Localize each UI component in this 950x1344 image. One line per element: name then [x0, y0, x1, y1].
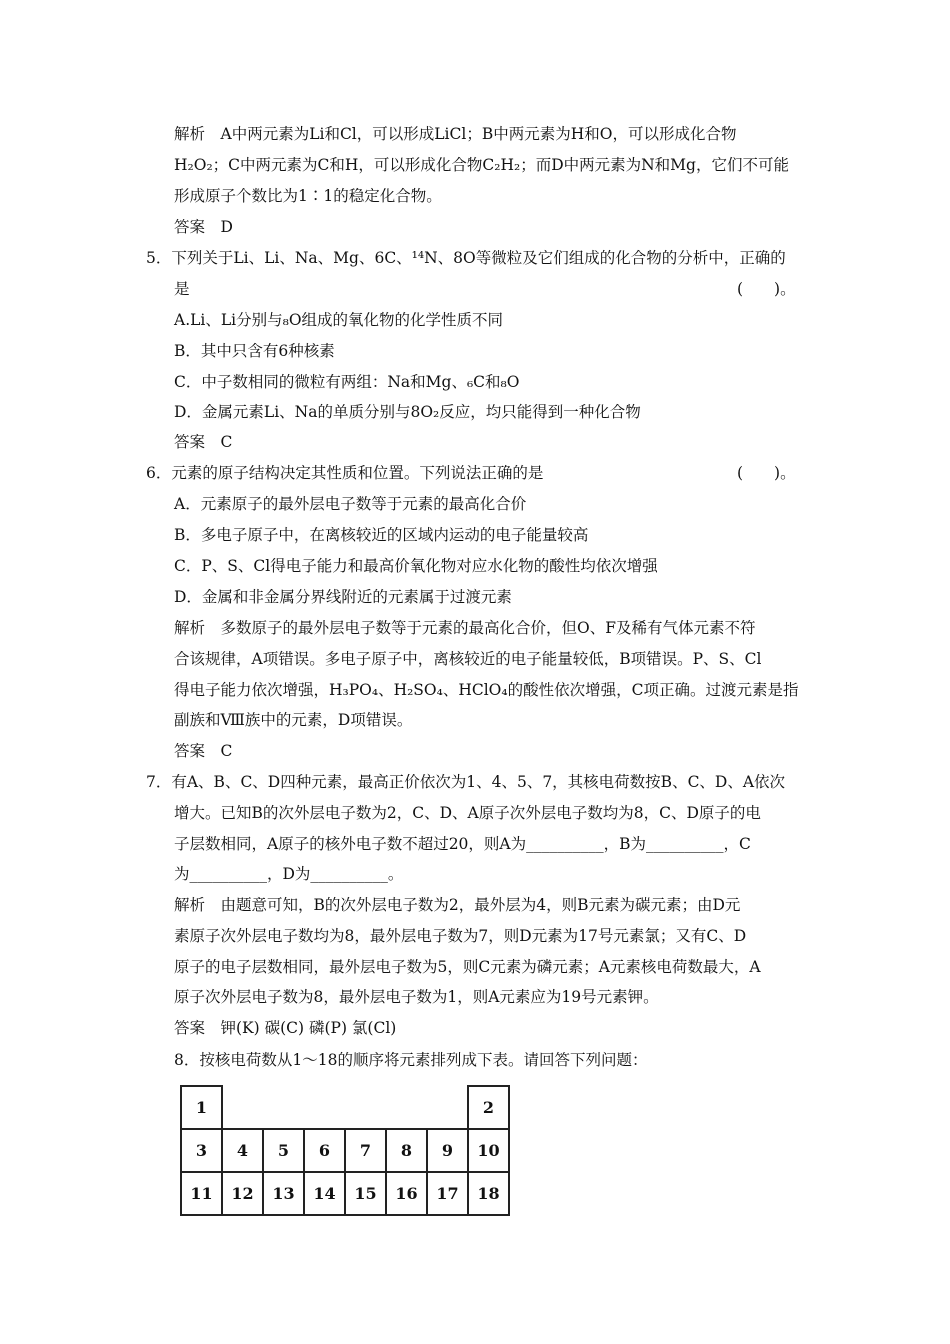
- table-cell: 9: [427, 1129, 468, 1172]
- empty-cell: [345, 1086, 386, 1129]
- q7-stem-line-3: 子层数相同，A原子的核外电子数不超过20，则A为__________，B为__________，C: [174, 835, 751, 853]
- table-cell: 5: [263, 1129, 304, 1172]
- table-cell: 18: [468, 1172, 509, 1215]
- empty-cell: [304, 1086, 345, 1129]
- q6-analysis-line-3: 得电子能力依次增强，H₃PO₄、H₂SO₄、HClO₄的酸性依次增强，C项正确。过渡元素是指: [174, 681, 799, 699]
- q4-analysis-line-1: 解析 A中两元素为Li和Cl，可以形成LiCl；B中两元素为H和O，可以形成化合物: [174, 125, 737, 143]
- table-cell: 11: [181, 1172, 222, 1215]
- periodic-table: [180, 1085, 510, 1216]
- table-cell: 1: [181, 1086, 222, 1129]
- q6-option-b: B．多电子原子中，在离核较近的区域内运动的电子能量较高: [174, 526, 589, 544]
- q7-stem-line-1: 7．有A、B、C、D四种元素，最高正价依次为1、4、5、7，其核电荷数按B、C、D、A依次: [146, 773, 786, 791]
- table-cell: 6: [304, 1129, 345, 1172]
- q6-analysis-line-2: 合该规律，A项错误。多电子原子中，离核较近的电子能量较低，B项错误。P、S、Cl: [174, 650, 762, 668]
- table-row: [181, 1086, 509, 1129]
- table-row: [181, 1129, 509, 1172]
- q6-option-d: D．金属和非金属分界线附近的元素属于过渡元素: [174, 588, 512, 606]
- q5-option-d: D．金属元素Li、Na的单质分别与8O₂反应，均只能得到一种化合物: [174, 403, 641, 421]
- q7-answer: 答案 钾(K) 碳(C) 磷(P) 氯(Cl): [174, 1019, 397, 1037]
- q6-option-a: A．元素原子的最外层电子数等于元素的最高化合价: [174, 495, 527, 513]
- table-cell: 2: [468, 1086, 509, 1129]
- empty-cell: [386, 1086, 427, 1129]
- q6-analysis-line-4: 副族和Ⅷ族中的元素，D项错误。: [174, 711, 413, 729]
- q4-analysis-line-2: H₂O₂；C中两元素为C和H，可以形成化合物C₂H₂；而D中两元素为N和Mg，它们不可能: [174, 156, 789, 174]
- table-cell: 15: [345, 1172, 386, 1215]
- q7-stem-line-4: 为__________，D为__________。: [174, 865, 404, 883]
- table-cell: 17: [427, 1172, 468, 1215]
- table-cell: 10: [468, 1129, 509, 1172]
- table-cell: 14: [304, 1172, 345, 1215]
- table-cell: 4: [222, 1129, 263, 1172]
- q5-answer-blank: ( )。: [737, 280, 796, 298]
- q6-answer: 答案 C: [174, 742, 233, 760]
- empty-cell: [263, 1086, 304, 1129]
- table-cell: 13: [263, 1172, 304, 1215]
- q5-answer: 答案 C: [174, 433, 233, 451]
- q7-analysis-line-3: 原子的电子层数相同，最外层电子数为5，则C元素为磷元素；A元素核电荷数最大，A: [174, 958, 761, 976]
- q5-stem-line-1: 5．下列关于Li、Li、Na、Mg、6C、¹⁴N、8O等微粒及它们组成的化合物的分析中，正确的: [146, 249, 786, 267]
- q7-stem-line-2: 增大。已知B的次外层电子数为2，C、D、A原子次外层电子数均为8，C、D原子的电: [174, 804, 761, 822]
- q5-stem-line-2: 是: [174, 280, 190, 298]
- empty-cell: [427, 1086, 468, 1129]
- q4-analysis-line-3: 形成原子个数比为1∶1的稳定化合物。: [174, 187, 442, 205]
- q5-option-c: C．中子数相同的微粒有两组：Na和Mg、₆C和₈O: [174, 373, 520, 391]
- empty-cell: [222, 1086, 263, 1129]
- q4-answer: 答案 D: [174, 218, 233, 236]
- q5-option-b: B．其中只含有6种核素: [174, 342, 335, 360]
- q6-analysis-line-1: 解析 多数原子的最外层电子数等于元素的最高化合价，但O、F及稀有气体元素不符: [174, 619, 756, 637]
- table-cell: 7: [345, 1129, 386, 1172]
- q6-option-c: C．P、S、Cl得电子能力和最高价氧化物对应水化物的酸性均依次增强: [174, 557, 658, 575]
- q7-analysis-line-1: 解析 由题意可知，B的次外层电子数为2，最外层为4，则B元素为碳元素；由D元: [174, 896, 741, 914]
- q5-option-a: A.Li、Li分别与₈O组成的氧化物的化学性质不同: [174, 311, 504, 329]
- q6-stem: 6．元素的原子结构决定其性质和位置。下列说法正确的是: [146, 464, 544, 482]
- table-cell: 12: [222, 1172, 263, 1215]
- table-row: [181, 1172, 509, 1215]
- q8-stem: 8．按核电荷数从1～18的顺序将元素排列成下表。请回答下列问题：: [174, 1051, 648, 1069]
- q6-answer-blank: ( )。: [737, 464, 796, 482]
- q7-analysis-line-2: 素原子次外层电子数均为8，最外层电子数为7，则D元素为17号元素氯；又有C、D: [174, 927, 747, 945]
- table-cell: 8: [386, 1129, 427, 1172]
- table-cell: 16: [386, 1172, 427, 1215]
- table-cell: 3: [181, 1129, 222, 1172]
- q7-analysis-line-4: 原子次外层电子数为8，最外层电子数为1，则A元素应为19号元素钾。: [174, 988, 659, 1006]
